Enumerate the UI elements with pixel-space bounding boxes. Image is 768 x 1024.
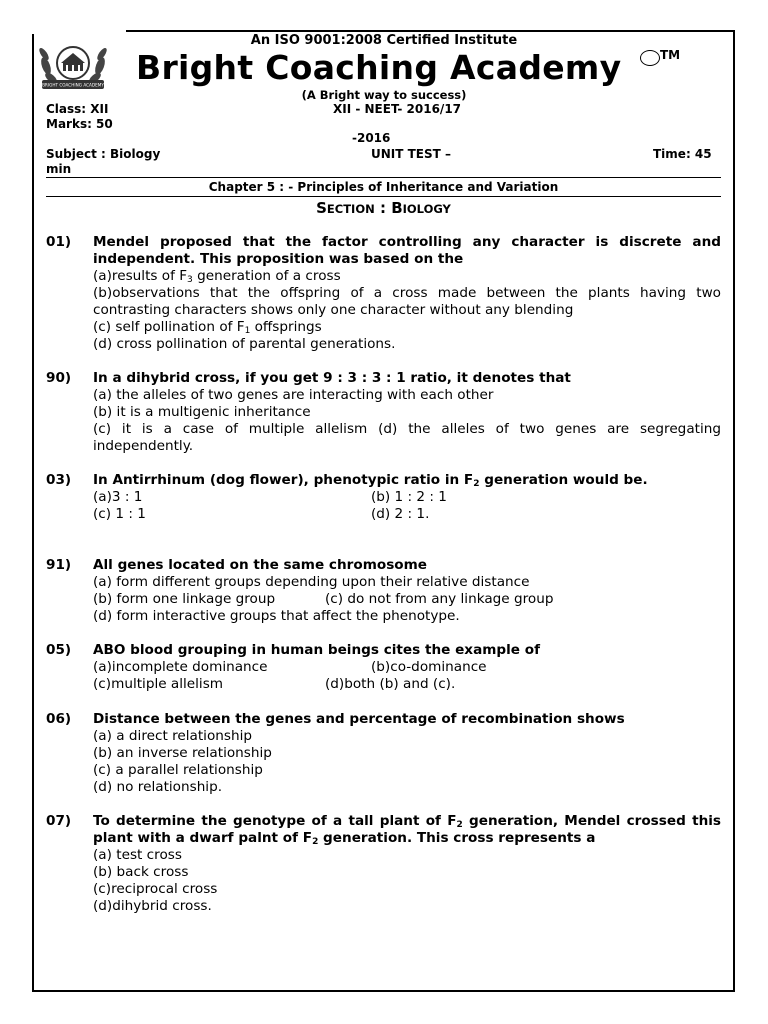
option-b: (b)co-dominance — [371, 659, 487, 675]
question-6 — [46, 711, 721, 796]
time-unit-label: min — [46, 162, 72, 176]
course-label: XII - NEET- 2016/17 — [333, 102, 462, 116]
option-c: (c) do not from any linkage group — [325, 591, 554, 607]
option-a: (a) test cross — [93, 847, 182, 863]
option-a: (a) a direct relationship — [93, 728, 252, 744]
question-number: 90) — [46, 370, 72, 386]
question-stem: In Antirrhinum (dog flower), phenotypic ratio in $F_2$ generation would be. — [93, 472, 648, 489]
option-b: (b) an inverse relationship — [93, 745, 272, 761]
question-7 — [46, 813, 721, 915]
option-d: (d) no relationship. — [93, 779, 223, 795]
option-a: (a)3 : 1 — [93, 489, 143, 505]
logo-text: BRIGHT COACHING ACADEMY — [42, 82, 104, 88]
question-4 — [46, 557, 721, 625]
question-number: 07) — [46, 813, 72, 829]
question-3 — [46, 472, 721, 523]
question-5 — [46, 642, 721, 693]
question-stem: Mendel proposed that the factor controlling any character is discrete and independent. This proposition was based on the — [93, 234, 721, 267]
option-d: (d) cross pollination of parental generations. — [93, 336, 396, 352]
question-stem: Distance between the genes and percentage of recombination shows — [93, 711, 625, 727]
question-number: 06) — [46, 711, 72, 727]
tm-circle-icon — [640, 50, 660, 66]
option-b: (b)observations that the offspring of a cross made between the plants having two contrasting characters shows only one character without any blending — [93, 285, 721, 318]
option-b: (b) form one linkage group — [93, 591, 276, 607]
option-c: (c)reciprocal cross — [93, 881, 218, 897]
question-2 — [46, 370, 721, 455]
question-stem: All genes located on the same chromosome — [93, 557, 428, 573]
question-stem: To determine the genotype of a tall plant of $F_2$ generation, Mendel crossed this plant with a dwarf palnt of $F_2$ generation. This cross represents a — [93, 813, 721, 847]
option-c: (c) a parallel relationship — [93, 762, 263, 778]
option-b: (b) it is a multigenic inheritance — [93, 404, 311, 420]
year-label: -2016 — [352, 131, 391, 145]
option-d: (d)both (b) and (c). — [325, 676, 456, 692]
option-a: (a) the alleles of two genes are interacting with each other — [93, 387, 494, 403]
tagline: (A Bright way to success) — [301, 88, 467, 102]
divider — [46, 196, 721, 197]
question-1 — [46, 234, 721, 353]
option-c: (c) self pollination of $F_1$ offsprings — [93, 319, 322, 336]
question-number: 05) — [46, 642, 72, 658]
option-c: (c) 1 : 1 — [93, 506, 146, 522]
question-stem: In a dihybrid cross, if you get 9 : 3 : 3 : 1 ratio, it denotes that — [93, 370, 571, 386]
academy-title: Bright Coaching Academy — [136, 48, 622, 87]
certification-text: An ISO 9001:2008 Certified Institute — [250, 33, 518, 48]
question-number: 03) — [46, 472, 72, 488]
time-label: Time: 45 — [653, 147, 712, 161]
option-a: (a)results of $F_3$ generation of a cross — [93, 268, 341, 285]
question-number: 01) — [46, 234, 72, 250]
option-d: (d)dihybrid cross. — [93, 898, 212, 914]
option-c: (c)multiple allelism — [93, 676, 224, 692]
divider — [46, 177, 721, 178]
question-stem: ABO blood grouping in human beings cites the example of — [93, 642, 541, 658]
option-b: (b) 1 : 2 : 1 — [371, 489, 447, 505]
marks-label: Marks: 50 — [46, 117, 113, 131]
test-label: UNIT TEST – — [371, 147, 452, 161]
option-b: (b) back cross — [93, 864, 189, 880]
subject-label: Subject : Biology — [46, 147, 161, 161]
section-heading: SECTION : BIOLOGY — [316, 199, 451, 217]
option-d: (d) form interactive groups that affect the phenotype. — [93, 608, 460, 624]
chapter-heading: Chapter 5 : - Principles of Inheritance and Variation — [208, 180, 559, 194]
option-a: (a)incomplete dominance — [93, 659, 268, 675]
class-label: Class: XII — [46, 102, 109, 116]
option-c-d: (c) it is a case of multiple allelism (d) the alleles of two genes are segregating independently. — [93, 421, 721, 454]
option-d: (d) 2 : 1. — [371, 506, 430, 522]
option-a: (a) form different groups depending upon their relative distance — [93, 574, 530, 590]
logo-initials: B C A — [67, 72, 79, 77]
trademark-mark: TM — [660, 48, 681, 62]
question-number: 91) — [46, 557, 72, 573]
